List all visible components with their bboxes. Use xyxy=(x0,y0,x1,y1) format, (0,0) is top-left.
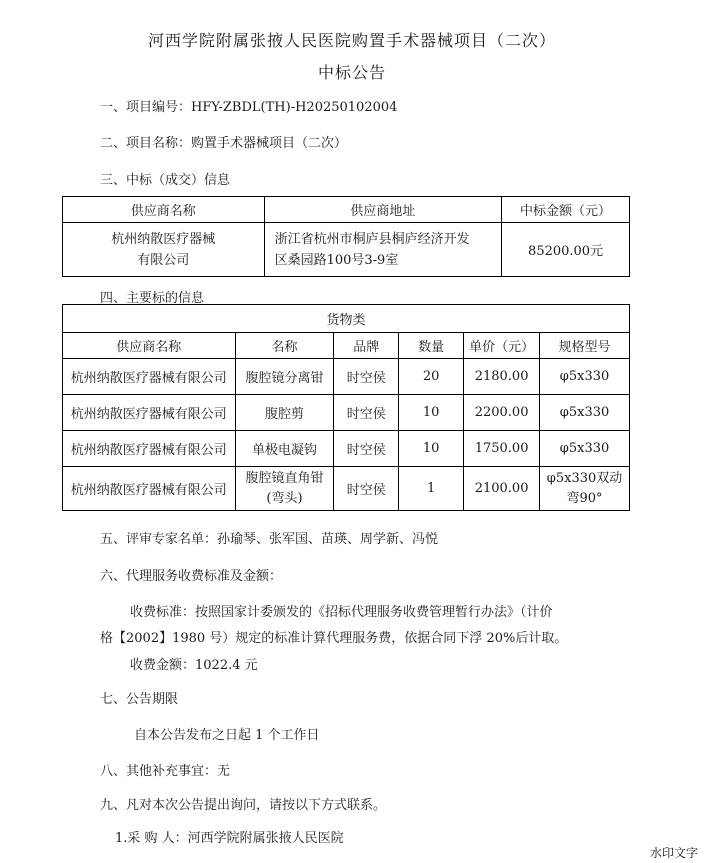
row4-spec-line2: 弯90° xyxy=(566,490,603,506)
section-main-subject-heading: 四、主要标的信息 xyxy=(100,291,205,306)
section-other-matters: 八、其他补充事宜：无 xyxy=(100,764,231,779)
goods-header-brand: 品牌 xyxy=(334,333,399,359)
fee-standard-line2: 格【2002】1980 号）规定的标准计算代理服务费，依据合同下浮 20%后计取。 xyxy=(100,631,568,646)
row4-price: 2100.00 xyxy=(464,467,540,511)
row2-spec: φ5x330 xyxy=(540,395,630,431)
goods-header-spec: 规格型号 xyxy=(540,333,630,359)
award-header-amount: 中标金额（元） xyxy=(502,197,630,223)
row1-brand: 时空侯 xyxy=(334,359,399,395)
section-experts: 五、评审专家名单：孙瑜琴、张军国、苗瑛、周学新、冯悦 xyxy=(100,532,439,547)
watermark-text: 水印文字 xyxy=(649,846,698,860)
goods-header-name: 名称 xyxy=(235,333,334,359)
goods-table xyxy=(62,304,630,511)
award-address-line2: 区桑园路100号3-9室 xyxy=(274,252,399,268)
table-row xyxy=(63,359,630,395)
row4-qty: 1 xyxy=(399,467,464,511)
row4-supplier: 杭州纳散医疗器械有限公司 xyxy=(63,467,236,511)
fee-amount: 收费金额：1022.4 元 xyxy=(130,658,258,673)
award-table xyxy=(62,196,630,277)
document-title: 河西学院附属张掖人民医院购置手术器械项目（二次） xyxy=(147,31,556,50)
award-amount-cell: 85200.00元 xyxy=(502,223,630,277)
row1-name: 腹腔镜分离钳 xyxy=(235,359,334,395)
section-contact-heading: 九、凡对本次公告提出询问，请按以下方式联系。 xyxy=(100,798,387,813)
row2-name: 腹腔剪 xyxy=(235,395,334,431)
goods-category: 货物类 xyxy=(63,305,630,333)
row4-name-cell xyxy=(235,467,334,511)
award-supplier-line2: 有限公司 xyxy=(137,252,190,268)
award-header-supplier: 供应商名称 xyxy=(63,197,265,223)
row1-price: 2180.00 xyxy=(464,359,540,395)
row4-name-line1: 腹腔镜直角钳 xyxy=(245,470,324,486)
fee-standard-line1: 收费标准：按照国家计委颁发的《招标代理服务收费管理暂行办法》（计价 xyxy=(130,605,553,620)
table-row xyxy=(63,395,630,431)
award-address-cell xyxy=(264,223,502,277)
award-supplier-line1: 杭州纳散医疗器械 xyxy=(111,231,216,247)
contact-purchaser: 1.采 购 人：河西学院附属张掖人民医院 xyxy=(115,831,344,846)
row3-qty: 10 xyxy=(399,431,464,467)
row3-supplier: 杭州纳散医疗器械有限公司 xyxy=(63,431,236,467)
row1-supplier: 杭州纳散医疗器械有限公司 xyxy=(63,359,236,395)
row3-brand: 时空侯 xyxy=(334,431,399,467)
goods-header-supplier: 供应商名称 xyxy=(63,333,236,359)
section-notice-period-heading: 七、公告期限 xyxy=(100,692,179,707)
section-award-info-heading: 三、中标（成交）信息 xyxy=(100,173,231,188)
row3-spec: φ5x330 xyxy=(540,431,630,467)
section-project-name: 二、项目名称：购置手术器械项目（二次） xyxy=(100,136,348,151)
section-agency-fee-heading: 六、代理服务收费标准及金额： xyxy=(100,569,283,584)
table-row xyxy=(63,431,630,467)
row4-name-line2: (弯头) xyxy=(266,490,303,506)
goods-header-price: 单价（元） xyxy=(464,333,540,359)
award-header-address: 供应商地址 xyxy=(264,197,502,223)
row1-spec: φ5x330 xyxy=(540,359,630,395)
row4-brand: 时空侯 xyxy=(334,467,399,511)
row2-brand: 时空侯 xyxy=(334,395,399,431)
row2-qty: 10 xyxy=(399,395,464,431)
row2-supplier: 杭州纳散医疗器械有限公司 xyxy=(63,395,236,431)
row4-spec-line1: φ5x330双动 xyxy=(546,470,623,486)
row1-qty: 20 xyxy=(399,359,464,395)
goods-header-qty: 数量 xyxy=(399,333,464,359)
row2-price: 2200.00 xyxy=(464,395,540,431)
row3-price: 1750.00 xyxy=(464,431,540,467)
award-address-line1: 浙江省杭州市桐庐县桐庐经济开发 xyxy=(274,231,470,247)
notice-period: 自本公告发布之日起 1 个工作日 xyxy=(134,728,320,743)
row3-name: 单极电凝钩 xyxy=(235,431,334,467)
section-project-number: 一、项目编号：HFY-ZBDL(TH)-H20250102004 xyxy=(100,100,398,115)
document-subtitle: 中标公告 xyxy=(317,63,386,82)
row4-spec-cell xyxy=(540,467,630,511)
award-supplier-cell xyxy=(63,223,265,277)
table-row xyxy=(63,467,630,511)
